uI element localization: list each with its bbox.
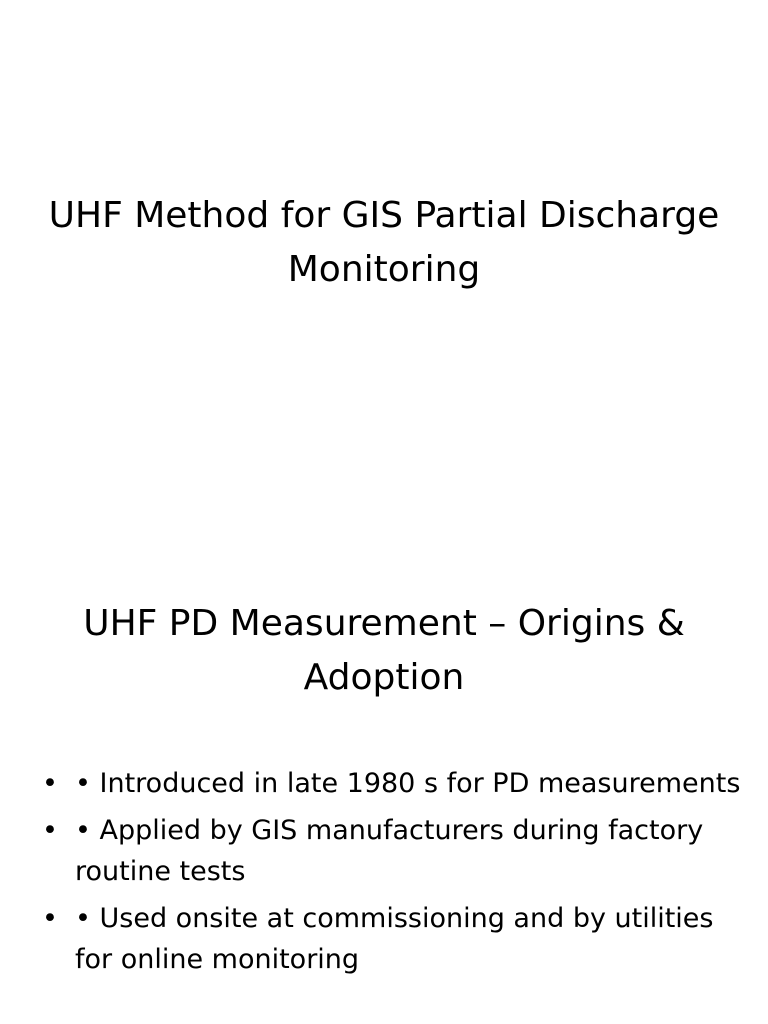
slide-title: UHF Method for GIS Partial Discharge Monitoring <box>48 195 720 290</box>
bullet-item <box>42 810 742 892</box>
bullet-text: • Introduced in late 1980 s for PD measurements <box>75 768 741 799</box>
bullet-item <box>42 763 742 804</box>
bullet-marker-icon: • <box>42 903 58 934</box>
bullet-marker-icon: • <box>42 768 58 799</box>
bullet-text: • Used onsite at commissioning and by utilities for online monitoring <box>75 903 714 975</box>
bullet-item <box>42 898 742 980</box>
bullet-marker-icon: • <box>42 815 58 846</box>
bullet-list <box>42 763 742 986</box>
bullet-text: • Applied by GIS manufacturers during factory routine tests <box>75 815 704 887</box>
content-slide <box>0 512 768 1024</box>
slide-title: UHF PD Measurement – Origins & Adoption <box>83 603 685 698</box>
